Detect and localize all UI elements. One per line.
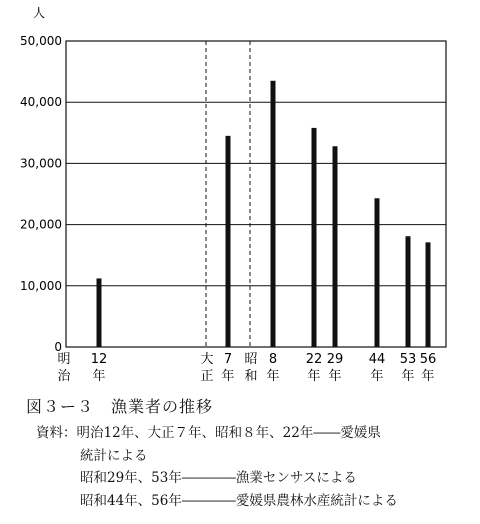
source-line-2: 統計による bbox=[80, 448, 148, 464]
source-line-1: 資料：明治12年、大正７年、昭和８年、22年――愛媛県 bbox=[36, 425, 381, 441]
x-era-label-1: 明 bbox=[57, 352, 71, 367]
y-tick-label: 50,000 bbox=[20, 34, 62, 48]
x-era-label-1: 大 bbox=[200, 352, 214, 367]
x-tick-suffix: 年 bbox=[421, 369, 435, 384]
figure-caption: 図３ー３ 漁業者の推移 bbox=[26, 397, 214, 416]
plot-frame bbox=[66, 41, 446, 347]
x-tick-label: 44 bbox=[368, 352, 386, 367]
source-line-3: 昭和29年、53年――――漁業センサスによる bbox=[80, 470, 357, 486]
bar bbox=[312, 128, 317, 347]
bar bbox=[226, 136, 231, 347]
bar bbox=[375, 198, 380, 347]
y-tick-label: 40,000 bbox=[20, 95, 62, 110]
source-line-4: 昭和44年、56年――――愛媛県農林水産統計による bbox=[80, 493, 398, 509]
x-tick-label: 56 bbox=[419, 352, 437, 367]
bar bbox=[426, 242, 431, 347]
bar bbox=[333, 146, 338, 347]
y-tick-label: 30,000 bbox=[20, 156, 62, 171]
x-tick-suffix: 年 bbox=[307, 369, 321, 384]
x-tick-label: 12 bbox=[90, 352, 108, 367]
x-tick-label: 53 bbox=[399, 352, 417, 367]
y-tick-label: 10,000 bbox=[20, 278, 62, 293]
bar bbox=[271, 81, 276, 347]
x-tick-label: 7 bbox=[223, 352, 233, 367]
x-tick-suffix: 年 bbox=[221, 369, 235, 384]
x-era-label-2: 治 bbox=[57, 369, 71, 384]
x-tick-label: 22 bbox=[305, 352, 323, 367]
y-tick-label: 0 bbox=[54, 340, 62, 354]
x-tick-suffix: 年 bbox=[370, 369, 384, 384]
x-era-label-1: 昭 bbox=[244, 352, 258, 367]
bar bbox=[97, 278, 102, 347]
x-era-label-2: 和 bbox=[244, 369, 258, 384]
y-unit-label: 人 bbox=[32, 6, 46, 20]
y-tick-label: 20,000 bbox=[20, 217, 62, 232]
x-era-label-2: 正 bbox=[200, 369, 214, 384]
x-tick-suffix: 年 bbox=[266, 369, 280, 384]
x-tick-suffix: 年 bbox=[92, 369, 106, 384]
bar bbox=[406, 236, 411, 347]
x-tick-label: 8 bbox=[268, 352, 278, 367]
x-tick-suffix: 年 bbox=[401, 369, 415, 384]
x-tick-label: 29 bbox=[326, 352, 344, 367]
x-tick-suffix: 年 bbox=[328, 369, 342, 384]
